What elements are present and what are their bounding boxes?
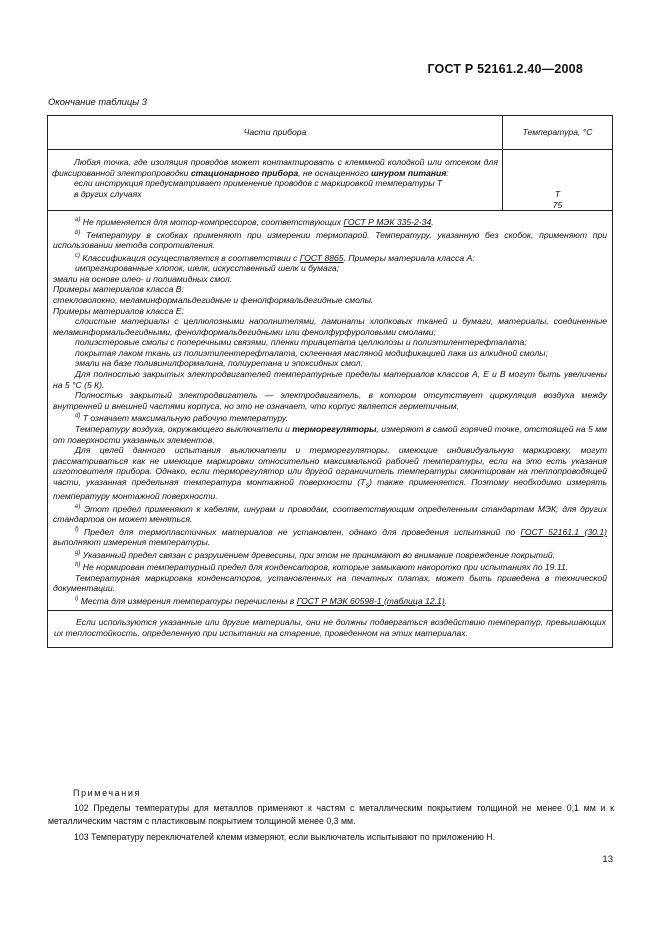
value-t: T [554,189,561,199]
footnote-d-line: Для целей данного испытания выключатели и терморегуляторы, имеющие индивидуальную маркировку, могут рассматриваться как не имеющие маркировки относительно максимальной рабочей температуры, если на это есть указания изготовителя прибора. Однако, если терморегулятор или другой ограничитель температуры смонтирован на теплопроводящей части, указанная предельная температура монтажной поверхности $(T_s)$ также применяется. Поэтому необходимо измерять температуру монтажной поверхности. [53,445,608,502]
col-header-parts: Части прибора [48,116,503,149]
table-body-row [48,150,612,211]
footnote-d-line: Температуру воздуха, окружающего выключатели и терморегуляторы, измеряют в самой горячей точке, отстоящей на 5 мм от поверхности указанных элементов. [53,423,607,445]
footnote-c-line: Примеры материалов класса В: [53,284,184,295]
footnote-g: $^{g)}$ Указанный предел связан с разрушением древесины, при этом не принимают во внимание повреждение покрытий. [75,549,556,560]
footnote-c-line: эмали на базе поливинилформалина, полиуретана и эпоксидных смол. [75,358,363,369]
footnote-b: $^{b)}$ Температуру в скобках применяют при измерении термопарой. Температуру, указанную без скобок, применяют при использовании метода сопротивления. [53,229,607,251]
footnote-i: $^{i)}$ Места для измерения температуры перечислены в ГОСТ Р МЭК 60598-1 (таблица 12.1). [75,595,448,606]
note-102: 102 Пределы температуры для металлов применяют к частям с металлическим покрытием толщиной не менее 0,1 мм и к металлическим частям с пластиковым покрытием толщиной менее 0,3 мм. [48,803,614,826]
footnote-c-line: Для полностью закрытых электродвигателей температурные пределы материалов классов А, Е и В могут быть увеличены на 5 °С (5 К). [53,369,607,390]
footnote-c-line: слоистые материалы с целлюлозными наполнителями, ламинаты хлопковых тканей и бумаги, материалы, соединенные меламинформальдегидными, фенолформальдегидными или фенолфурфуроловыми смолами; [53,316,607,337]
footnote-e: $^{e)}$ Этот предел применяют к кабелям, шнурам и проводам, соответствующим определенным стандартам МЭК; для других стандартов он может меняться. [53,503,607,525]
footnote-c: $^{c)}$ Классификация осуществляется в соответствии с ГОСТ 8865. Примеры материала класса А: [75,252,475,263]
page-number: 13 [602,854,613,865]
footnote-c-line: стекловолокно, меламинформальдегидные и фенолформальдегидные смолы. [53,294,374,305]
footnote-d: $^{d)}$ T означает максимальную рабочую температуру. [75,413,289,424]
row-text-other: в других случаях [74,188,142,199]
footnote-c-line: Примеры материалов класса Е: [53,305,184,316]
footnote-a: $^{а)}$ Не применяется для мотор-компрессоров, соответствующих ГОСТ Р МЭК 335-2-34. [75,217,434,228]
footnotes-cell [48,211,612,610]
footnote-h: $^{h)}$ Не нормирован температурный предел для конденсаторов, которые замыкают накоротко при испытаниях по 19.11. [75,562,569,573]
note-103: 103 Температуру переключателей клемм измеряют, если выключатель испытывают по приложению Н. [74,832,496,842]
footnote-h-line: Температурная маркировка конденсаторов, установленных на печатных платах, может быть приведена в технической документации. [53,572,607,594]
notes-heading: Примечания [73,788,141,798]
footnote-c-line: импрегнированные хлопок, шелк, искусственный шелк и бумага; [75,263,340,274]
temperature-cell [503,150,612,210]
footnotes-row [48,211,612,611]
document-code: ГОСТ Р 52161.2.40—2008 [427,62,583,76]
footnote-f: $^{f)}$ Предел для термопластичных материалов не установлен, однако для проведения испытаний по ГОСТ 52161.1 (30.1) выполняют измерения температуры. [53,526,607,548]
footnote-c-line: покрытая лаком ткань из полиэтилентерефталата, склеенная масляной модификацией лака из алкидной смолы; [75,347,548,358]
footnote-c-line: эмали на основе олео- и полиамидных смол. [53,273,233,284]
final-cell [48,611,612,646]
table-caption: Окончание таблицы 3 [48,96,147,107]
footnote-c-line: полиэстеровые смолы с поперечными связями, пленки триацетата целлюлозы и полиэтилентерефталата; [75,337,527,348]
col-header-temperature: Температура, °С [522,127,593,138]
parts-cell [48,150,503,210]
table-header-row [48,116,612,150]
final-row [48,611,612,646]
value-75: 75 [552,199,563,210]
row-text-marked: если инструкция предусматривает применение проводов с маркировкой температуры T [74,178,443,189]
row-text-main: Любая точка, где изоляция проводов может контактировать с клеммной колодкой или отсеком для фиксированной электропроводки стационарного прибора, не оснащенного шнуром питания: [52,157,498,178]
table-3 [47,115,613,648]
footnote-c-line: Полностью закрытый электродвигатель — электродвигатель, в котором отсутствует циркуляция воздуха между внутренней и внешней частями корпуса, но это не означает, что корпус является герметичным. [53,390,607,411]
final-text: Если используются указанные или другие материалы, они не должны подвергаться воздействию температур, превышающих их теплостойкость, определенную при испытании на старение, проведенном на этих материалах. [54,617,606,639]
